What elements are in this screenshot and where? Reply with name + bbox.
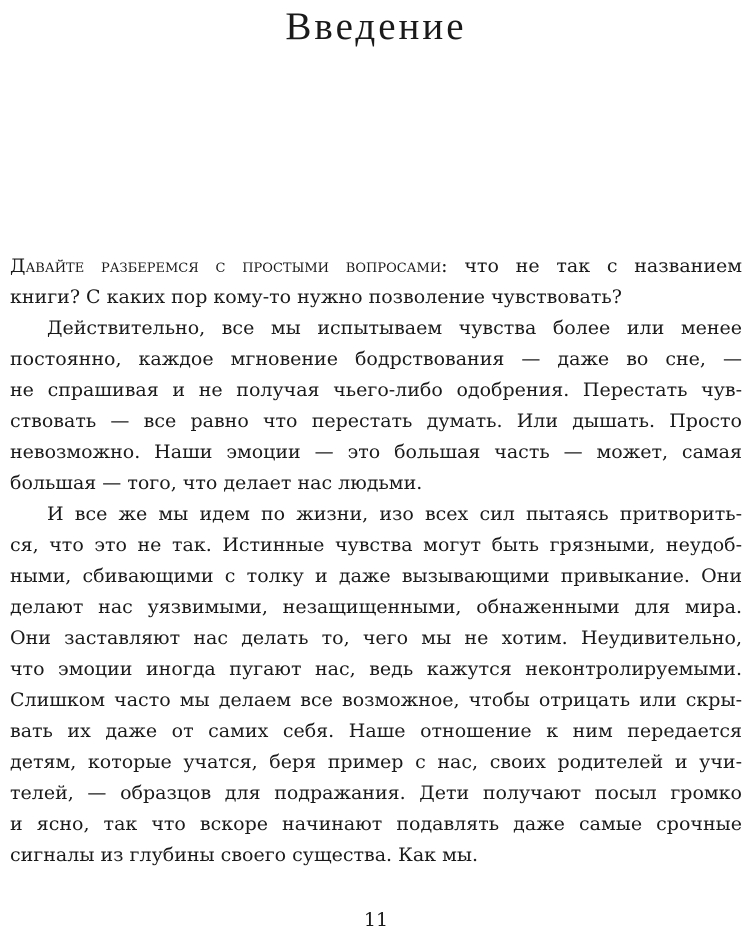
paragraph-3-line-1: И все же мы идем по жизни, изо всех сил пытаясь притворить- (47, 503, 742, 525)
paragraph-2-line-5: невозможно. Наши эмоции — это большая часть — может, самая (10, 441, 742, 463)
paragraph-3-line-9: детям, которые учатся, беря пример с нас, своих родителей и учи- (10, 751, 742, 773)
page-number: 11 (363, 909, 389, 931)
chapter-title: Введение (285, 5, 467, 48)
paragraph-1-line-2: книги? С каких пор кому-то нужно позволение чувствовать? (10, 286, 622, 308)
paragraph-3-line-6: что эмоции иногда пугают нас, ведь кажутся неконтролируемыми. (10, 658, 742, 680)
paragraph-3-line-3: ными, сбивающими с толку и даже вызывающими привыкание. Они (10, 565, 742, 587)
paragraph-2-line-6: большая — того, что делает нас людьми. (10, 472, 423, 494)
paragraph-3-line-12: сигналы из глубины своего существа. Как мы. (10, 844, 479, 866)
lead-in-small-caps: Давайте разберемся с простыми вопросами: (10, 255, 448, 277)
paragraph-2-line-1: Действительно, все мы испытываем чувства более или менее (47, 317, 742, 339)
paragraph-3-line-4: делают нас уязвимыми, незащищенными, обнаженными для мира. (10, 596, 742, 618)
paragraph-3-line-8: вать их даже от самих себя. Наше отношение к ним передается (10, 720, 742, 742)
body-text (10, 251, 742, 871)
paragraph-3-line-11: и ясно, так что вскоре начинают подавлять даже самые срочные (10, 813, 742, 835)
paragraph-1-line-1 (10, 251, 742, 282)
paragraph-3-line-10: телей, — образцов для подражания. Дети получают посыл громко (10, 782, 742, 804)
paragraph-2-line-3: не спрашивая и не получая чьего-либо одобрения. Перестать чув- (10, 379, 742, 401)
paragraph-2-line-4: ствовать — все равно что перестать думать. Или дышать. Просто (10, 410, 742, 432)
paragraph-1-line-1-text: что не так с названием (447, 255, 742, 277)
paragraph-2-line-2: постоянно, каждое мгновение бодрствования — даже во сне, — (10, 348, 742, 370)
paragraph-3-line-5: Они заставляют нас делать то, чего мы не хотим. Неудивительно, (10, 627, 742, 649)
paragraph-3-line-7: Слишком часто мы делаем все возможное, чтобы отрицать или скры- (10, 689, 742, 711)
paragraph-3-line-2: ся, что это не так. Истинные чувства могут быть грязными, неудоб- (10, 534, 742, 556)
